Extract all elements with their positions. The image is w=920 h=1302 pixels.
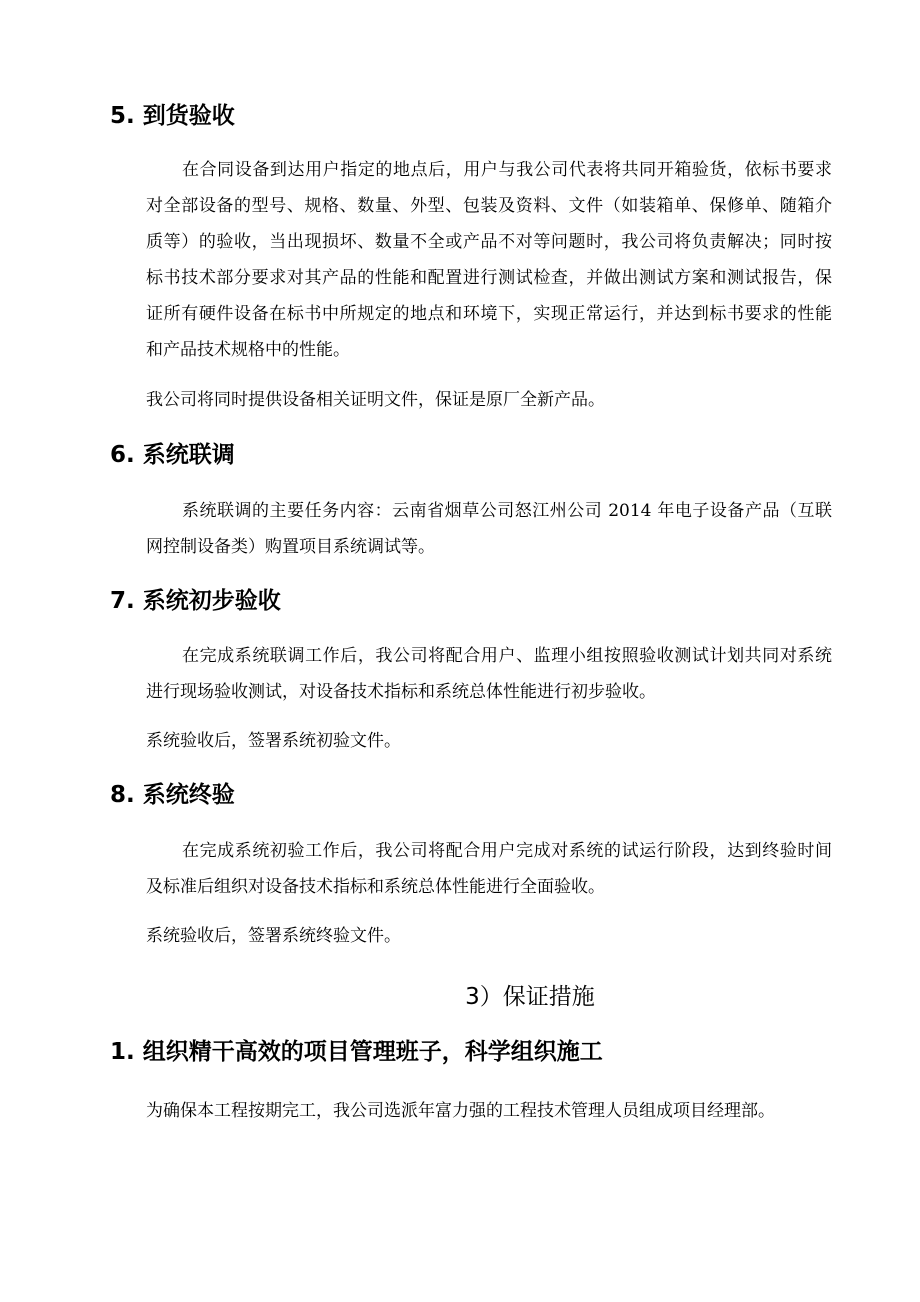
section-5-paragraph-2: 我公司将同时提供设备相关证明文件，保证是原厂全新产品。 (146, 390, 605, 410)
section-7-paragraph-1 (110, 638, 832, 710)
guarantee-measures-title: 3）保证措施 (465, 984, 595, 1010)
text-line: 在合同设备到达用户指定的地点后，用户与我公司代表将共同开箱验货，依标书要求 (182, 160, 832, 180)
text-line: 进行现场验收测试，对设备技术指标和系统总体性能进行初步验收。 (146, 682, 656, 702)
section-8-heading: 8. 系统终验 (110, 782, 235, 808)
text-line: 质等）的验收，当出现损坏、数量不全或产品不对等问题时，我公司将负责解决；同时按 (146, 232, 832, 252)
section-8-paragraph-1 (110, 833, 832, 905)
text-line: 和产品技术规格中的性能。 (146, 340, 350, 360)
section-6-paragraph-1 (110, 493, 832, 565)
text-line: 系统联调的主要任务内容：云南省烟草公司怒江州公司 2014 年电子设备产品（互联 (182, 501, 832, 521)
text-line: 网控制设备类）购置项目系统调试等。 (146, 537, 435, 557)
guarantee-sub1-paragraph-1: 为确保本工程按期完工，我公司选派年富力强的工程技术管理人员组成项目经理部。 (146, 1101, 775, 1121)
section-5-heading: 5. 到货验收 (110, 103, 235, 129)
section-7-paragraph-2: 系统验收后，签署系统初验文件。 (146, 731, 401, 751)
section-8-paragraph-2: 系统验收后，签署系统终验文件。 (146, 926, 401, 946)
section-6-heading: 6. 系统联调 (110, 442, 235, 468)
text-line: 在完成系统联调工作后，我公司将配合用户、监理小组按照验收测试计划共同对系统 (182, 646, 832, 666)
text-line: 及标准后组织对设备技术指标和系统总体性能进行全面验收。 (146, 877, 605, 897)
section-7-heading: 7. 系统初步验收 (110, 588, 281, 614)
text-line: 标书技术部分要求对其产品的性能和配置进行测试检查，并做出测试方案和测试报告，保 (146, 268, 832, 288)
text-line: 在完成系统初验工作后，我公司将配合用户完成对系统的试运行阶段，达到终验时间 (182, 841, 832, 861)
text-line: 证所有硬件设备在标书中所规定的地点和环境下，实现正常运行，并达到标书要求的性能 (146, 304, 832, 324)
section-5-paragraph-1 (110, 152, 832, 368)
guarantee-sub1-heading: 1. 组织精干高效的项目管理班子，科学组织施工 (110, 1039, 603, 1065)
text-line: 对全部设备的型号、规格、数量、外型、包装及资料、文件（如装箱单、保修单、随箱介 (146, 196, 832, 216)
